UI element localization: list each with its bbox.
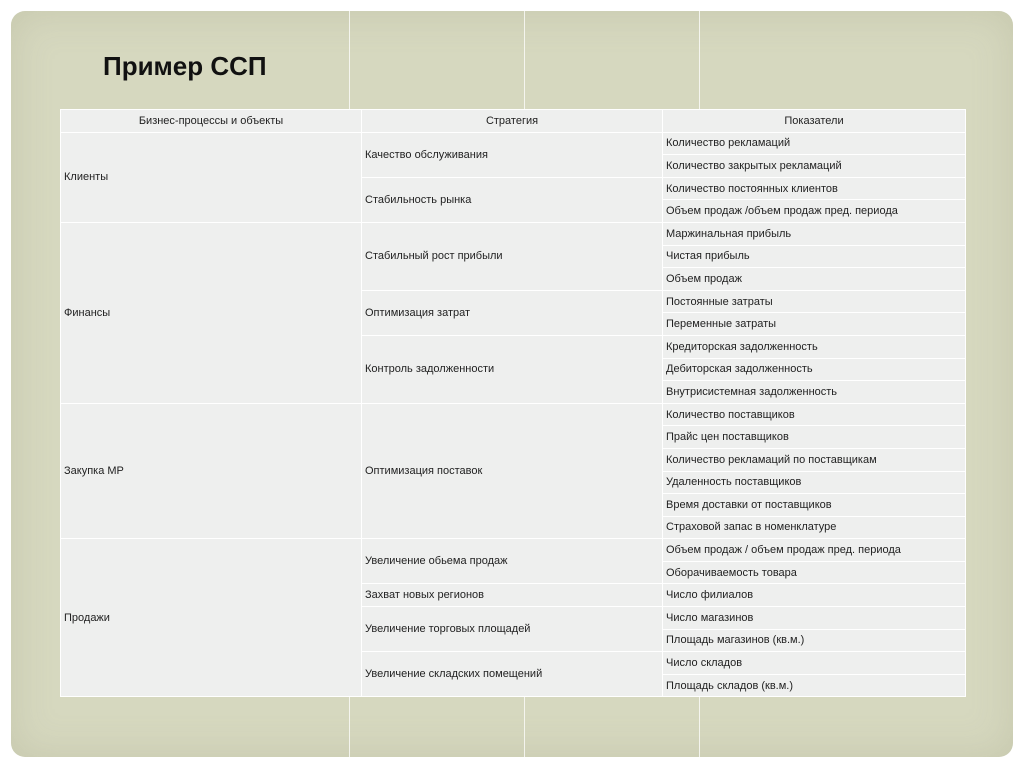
strategy-cell: Стабильность рынка xyxy=(362,177,663,222)
indicator-cell: Количество рекламаций по поставщикам xyxy=(663,448,966,471)
indicator-cell: Число магазинов xyxy=(663,607,966,630)
indicator-cell: Дебиторская задолженность xyxy=(663,358,966,381)
indicator-cell: Время доставки от поставщиков xyxy=(663,494,966,517)
strategy-cell: Контроль задолженности xyxy=(362,335,663,403)
table-row xyxy=(61,222,966,245)
strategy-cell: Увеличение складских помещений xyxy=(362,652,663,697)
indicator-cell: Чистая прибыль xyxy=(663,245,966,268)
indicator-cell: Объем продаж /объем продаж пред. периода xyxy=(663,200,966,223)
indicator-cell: Удаленность поставщиков xyxy=(663,471,966,494)
indicator-cell: Объем продаж / объем продаж пред. периода xyxy=(663,539,966,562)
strategy-cell: Качество обслуживания xyxy=(362,132,663,177)
indicator-cell: Число складов xyxy=(663,652,966,675)
indicator-cell: Количество поставщиков xyxy=(663,403,966,426)
ssp-table xyxy=(60,109,966,697)
table-header-row xyxy=(61,110,966,133)
indicator-cell: Количество закрытых рекламаций xyxy=(663,155,966,178)
indicator-cell: Постоянные затраты xyxy=(663,290,966,313)
process-cell: Клиенты xyxy=(61,132,362,222)
column-header-processes: Бизнес-процессы и объекты xyxy=(61,110,362,133)
indicator-cell: Число филиалов xyxy=(663,584,966,607)
table-row xyxy=(61,539,966,562)
indicator-cell: Площадь магазинов (кв.м.) xyxy=(663,629,966,652)
page-title: Пример ССП xyxy=(103,51,267,81)
indicator-cell: Маржинальная прибыль xyxy=(663,222,966,245)
strategy-cell: Захват новых регионов xyxy=(362,584,663,607)
strategy-cell: Увеличение торговых площадей xyxy=(362,607,663,652)
strategy-cell: Увеличение обьема продаж xyxy=(362,539,663,584)
column-header-indicators: Показатели xyxy=(663,110,966,133)
column-header-strategy: Стратегия xyxy=(362,110,663,133)
indicator-cell: Количество рекламаций xyxy=(663,132,966,155)
strategy-cell: Оптимизация поставок xyxy=(362,403,663,539)
indicator-cell: Количество постоянных клиентов xyxy=(663,177,966,200)
process-cell: Продажи xyxy=(61,539,362,697)
indicator-cell: Объем продаж xyxy=(663,268,966,291)
process-cell: Закупка МР xyxy=(61,403,362,539)
indicator-cell: Кредиторская задолженность xyxy=(663,335,966,358)
strategy-cell: Стабильный рост прибыли xyxy=(362,222,663,290)
indicator-cell: Переменные затраты xyxy=(663,313,966,336)
table-row xyxy=(61,132,966,155)
slide-background xyxy=(11,11,1013,757)
indicator-cell: Оборачиваемость товара xyxy=(663,561,966,584)
indicator-cell: Внутрисистемная задолженность xyxy=(663,381,966,404)
table-row xyxy=(61,403,966,426)
process-cell: Финансы xyxy=(61,222,362,403)
indicator-cell: Площадь складов (кв.м.) xyxy=(663,674,966,697)
indicator-cell: Прайс цен поставщиков xyxy=(663,426,966,449)
indicator-cell: Страховой запас в номенклатуре xyxy=(663,516,966,539)
strategy-cell: Оптимизация затрат xyxy=(362,290,663,335)
